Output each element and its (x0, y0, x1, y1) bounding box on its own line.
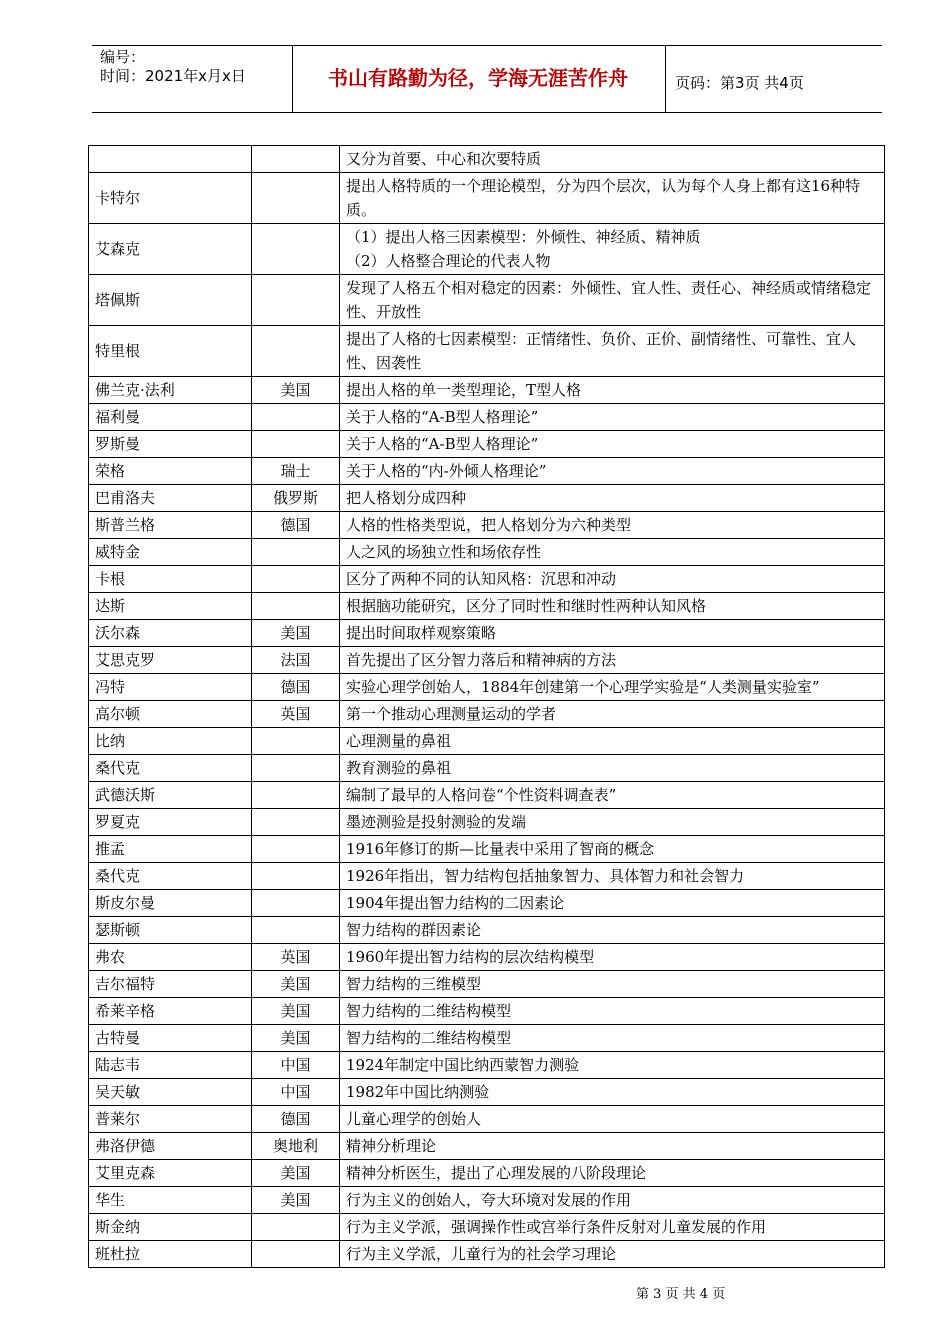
header-bottom-line (92, 112, 882, 113)
description-cell: 首先提出了区分智力落后和精神病的方法 (340, 647, 885, 674)
description-cell: 根据脑功能研究，区分了同时性和继时性两种认知风格 (340, 593, 885, 620)
table-row (89, 275, 885, 326)
description-cell: 发现了人格五个相对稳定的因素：外倾性、宜人性、责任心、神经质或情绪稳定性、开放性 (340, 275, 885, 326)
country-cell (252, 836, 340, 863)
country-cell (252, 431, 340, 458)
name-cell: 福利曼 (89, 404, 252, 431)
country-cell (252, 566, 340, 593)
name-cell: 艾森克 (89, 224, 252, 275)
name-cell: 推孟 (89, 836, 252, 863)
description-cell: 提出人格的单一类型理论，T型人格 (340, 377, 885, 404)
country-cell (252, 809, 340, 836)
name-cell: 吴天敏 (89, 1079, 252, 1106)
name-cell: 罗夏克 (89, 809, 252, 836)
name-cell: 陆志韦 (89, 1052, 252, 1079)
description-cell: 智力结构的二维结构模型 (340, 1025, 885, 1052)
name-cell: 普莱尔 (89, 1106, 252, 1133)
description-cell: 第一个推动心理测量运动的学者 (340, 701, 885, 728)
name-cell: 古特曼 (89, 1025, 252, 1052)
description-cell: 教育测验的鼻祖 (340, 755, 885, 782)
name-cell: 桑代克 (89, 755, 252, 782)
country-cell (252, 1214, 340, 1241)
table-row (89, 1241, 885, 1268)
description-cell: 编制了最早的人格问卷“个性资料调查表” (340, 782, 885, 809)
table-row (89, 998, 885, 1025)
country-cell (252, 146, 340, 173)
description-cell: 关于人格的“内-外倾人格理论” (340, 458, 885, 485)
description-cell: 实验心理学创始人，1884年创建第一个心理学实验是“人类测量实验室” (340, 674, 885, 701)
name-cell: 艾里克森 (89, 1160, 252, 1187)
country-cell (252, 173, 340, 224)
table-row (89, 1160, 885, 1187)
name-cell: 斯金纳 (89, 1214, 252, 1241)
name-cell: 佛兰克·法利 (89, 377, 252, 404)
description-cell: 墨迹测验是投射测验的发端 (340, 809, 885, 836)
description-cell: 精神分析医生，提出了心理发展的八阶段理论 (340, 1160, 885, 1187)
table-row (89, 326, 885, 377)
table-row (89, 701, 885, 728)
country-cell (252, 275, 340, 326)
country-cell: 德国 (252, 674, 340, 701)
description-cell: 人格的性格类型说，把人格划分为六种类型 (340, 512, 885, 539)
name-cell: 罗斯曼 (89, 431, 252, 458)
description-cell: 1904年提出智力结构的二因素论 (340, 890, 885, 917)
description-cell: 又分为首要、中心和次要特质 (340, 146, 885, 173)
table-row (89, 728, 885, 755)
description-cell: 关于人格的“A-B型人格理论” (340, 404, 885, 431)
description-cell: 1926年指出，智力结构包括抽象智力、具体智力和社会智力 (340, 863, 885, 890)
table-row (89, 863, 885, 890)
table-row (89, 674, 885, 701)
country-cell (252, 1241, 340, 1268)
table-row (89, 620, 885, 647)
table-row (89, 890, 885, 917)
name-cell: 华生 (89, 1187, 252, 1214)
country-cell: 美国 (252, 620, 340, 647)
description-cell: （1）提出人格三因素模型：外倾性、神经质、精神质 （2）人格整合理论的代表人物 (340, 224, 885, 275)
table-row (89, 1052, 885, 1079)
name-cell: 希莱辛格 (89, 998, 252, 1025)
table-row (89, 485, 885, 512)
country-cell: 德国 (252, 1106, 340, 1133)
page-footer: 第 3 页 共 4 页 (636, 1287, 726, 1302)
country-cell: 美国 (252, 998, 340, 1025)
country-cell: 美国 (252, 1187, 340, 1214)
country-cell: 俄罗斯 (252, 485, 340, 512)
country-cell (252, 593, 340, 620)
header-page-label: 页码：第3页 共4页 (675, 74, 804, 92)
country-cell: 美国 (252, 971, 340, 998)
table-row (89, 1106, 885, 1133)
table-row (89, 431, 885, 458)
psychologists-table (88, 145, 885, 1268)
name-cell: 班杜拉 (89, 1241, 252, 1268)
table-row (89, 146, 885, 173)
header-meta (100, 48, 246, 86)
country-cell: 美国 (252, 377, 340, 404)
description-cell: 儿童心理学的创始人 (340, 1106, 885, 1133)
country-cell (252, 326, 340, 377)
description-cell: 精神分析理论 (340, 1133, 885, 1160)
description-cell: 行为主义的创始人，夸大环境对发展的作用 (340, 1187, 885, 1214)
table-row (89, 836, 885, 863)
table-row (89, 1133, 885, 1160)
name-cell: 斯普兰格 (89, 512, 252, 539)
name-cell (89, 146, 252, 173)
country-cell: 英国 (252, 944, 340, 971)
name-cell: 比纳 (89, 728, 252, 755)
number-label: 编号： (100, 48, 146, 66)
country-cell (252, 404, 340, 431)
table-row (89, 917, 885, 944)
table-row (89, 1187, 885, 1214)
table-row (89, 539, 885, 566)
table-row (89, 1079, 885, 1106)
description-cell: 提出人格特质的一个理论模型，分为四个层次，认为每个人身上都有这16种特质。 (340, 173, 885, 224)
country-cell (252, 728, 340, 755)
name-cell: 威特金 (89, 539, 252, 566)
country-cell: 中国 (252, 1052, 340, 1079)
table-row (89, 971, 885, 998)
name-cell: 卡特尔 (89, 173, 252, 224)
name-cell: 荣格 (89, 458, 252, 485)
country-cell: 中国 (252, 1079, 340, 1106)
description-cell: 提出时间取样观察策略 (340, 620, 885, 647)
table-row (89, 944, 885, 971)
table-row (89, 512, 885, 539)
country-cell: 美国 (252, 1025, 340, 1052)
table-row (89, 647, 885, 674)
country-cell: 德国 (252, 512, 340, 539)
table-row (89, 1025, 885, 1052)
description-cell: 智力结构的二维结构模型 (340, 998, 885, 1025)
description-cell: 行为主义学派，儿童行为的社会学习理论 (340, 1241, 885, 1268)
name-cell: 艾思克罗 (89, 647, 252, 674)
table-row (89, 782, 885, 809)
description-cell: 把人格划分成四种 (340, 485, 885, 512)
name-cell: 巴甫洛夫 (89, 485, 252, 512)
country-cell (252, 224, 340, 275)
name-cell: 冯特 (89, 674, 252, 701)
name-cell: 弗洛伊德 (89, 1133, 252, 1160)
description-cell: 提出了人格的七因素模型：正情绪性、负价、正价、副情绪性、可靠性、宜人性、因袭性 (340, 326, 885, 377)
country-cell (252, 863, 340, 890)
country-cell (252, 782, 340, 809)
name-cell: 达斯 (89, 593, 252, 620)
description-cell: 人之风的场独立性和场依存性 (340, 539, 885, 566)
table-row (89, 377, 885, 404)
time-label: 时间：2021年x月x日 (100, 67, 246, 85)
table-row (89, 809, 885, 836)
description-cell: 区分了两种不同的认知风格：沉思和冲动 (340, 566, 885, 593)
description-cell: 行为主义学派，强调操作性或宫举行条件反射对儿童发展的作用 (340, 1214, 885, 1241)
name-cell: 沃尔森 (89, 620, 252, 647)
country-cell (252, 890, 340, 917)
name-cell: 塔佩斯 (89, 275, 252, 326)
name-cell: 高尔顿 (89, 701, 252, 728)
description-cell: 1924年制定中国比纳西蒙智力测验 (340, 1052, 885, 1079)
table-row (89, 404, 885, 431)
table-row (89, 593, 885, 620)
country-cell: 奥地利 (252, 1133, 340, 1160)
table-row (89, 224, 885, 275)
description-cell: 1960年提出智力结构的层次结构模型 (340, 944, 885, 971)
table-row (89, 173, 885, 224)
description-cell: 1916年修订的斯—比量表中采用了智商的概念 (340, 836, 885, 863)
country-cell (252, 539, 340, 566)
country-cell: 美国 (252, 1160, 340, 1187)
header-divider-right (665, 45, 666, 113)
table-row (89, 1214, 885, 1241)
name-cell: 瑟斯顿 (89, 917, 252, 944)
country-cell: 瑞士 (252, 458, 340, 485)
country-cell: 英国 (252, 701, 340, 728)
header-motto: 书山有路勤为径，学海无涯苦作舟 (328, 66, 628, 90)
name-cell: 斯皮尔曼 (89, 890, 252, 917)
header-top-line (92, 45, 882, 46)
description-cell: 心理测量的鼻祖 (340, 728, 885, 755)
description-cell: 1982年中国比纳测验 (340, 1079, 885, 1106)
name-cell: 吉尔福特 (89, 971, 252, 998)
table-row (89, 755, 885, 782)
country-cell (252, 755, 340, 782)
name-cell: 弗农 (89, 944, 252, 971)
description-cell: 智力结构的三维模型 (340, 971, 885, 998)
country-cell (252, 917, 340, 944)
country-cell: 法国 (252, 647, 340, 674)
name-cell: 桑代克 (89, 863, 252, 890)
description-cell: 关于人格的“A-B型人格理论” (340, 431, 885, 458)
name-cell: 特里根 (89, 326, 252, 377)
table-row (89, 566, 885, 593)
name-cell: 武德沃斯 (89, 782, 252, 809)
description-cell: 智力结构的群因素论 (340, 917, 885, 944)
name-cell: 卡根 (89, 566, 252, 593)
table-row (89, 458, 885, 485)
